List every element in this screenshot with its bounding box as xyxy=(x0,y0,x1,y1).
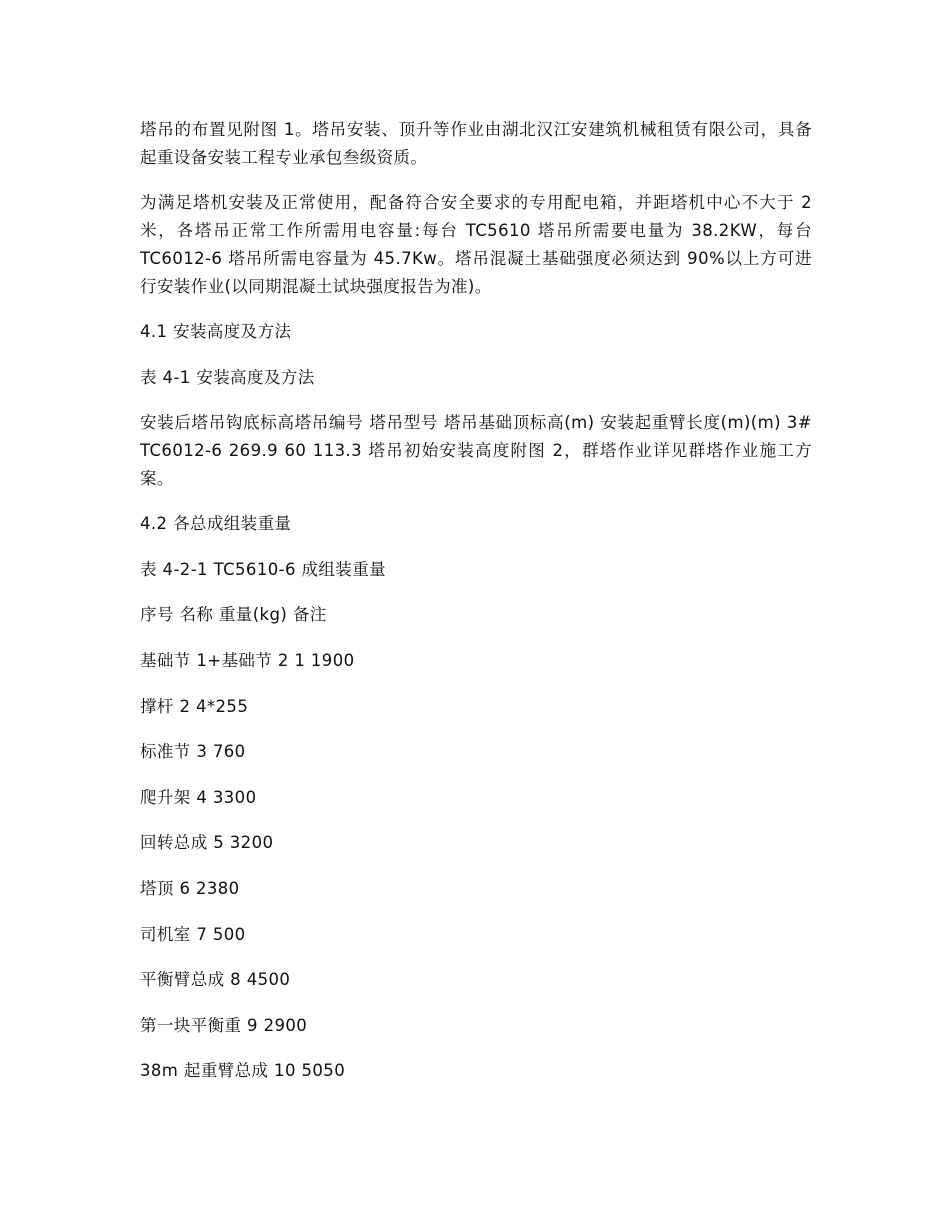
table-row: 38m 起重臂总成 10 5050 xyxy=(140,1061,346,1081)
table-row: 平衡臂总成 8 4500 xyxy=(140,970,291,990)
section-heading-4-2: 4.2 各总成组装重量 xyxy=(140,514,292,534)
paragraph-crane-layout: 塔吊的布置见附图 1。塔吊安装、顶升等作业由湖北汉江安建筑机械租赁有限公司，具备起重设备安装工程专业承包叁级资质。 xyxy=(140,120,812,167)
table-row: 爬升架 4 3300 xyxy=(140,787,257,807)
table-row: 基础节 1+基础节 2 1 1900 xyxy=(140,650,355,670)
table-row: 撑杆 2 4*255 xyxy=(140,696,249,716)
table-row: 塔顶 6 2380 xyxy=(140,878,240,898)
table-caption-4-1: 表 4-1 安装高度及方法 xyxy=(140,367,315,387)
weight-table-rows xyxy=(140,647,812,1085)
paragraph-power-requirements: 为满足塔机安装及正常使用，配备符合安全要求的专用配电箱，并距塔机中心不大于 2 米，各塔吊正常工作所需用电容量:每台 TC5610 塔吊所需要电量为 38.2KW，每台 TC6012-6 塔吊所需电容量为 45.7Kw。塔吊混凝土基础强度必须达到 90%以上方可进行安装作业(以同期混凝土试块强度报告为准)。 xyxy=(140,193,812,296)
table-row: 司机室 7 500 xyxy=(140,924,246,944)
section-heading-4-1: 4.1 安装高度及方法 xyxy=(140,322,292,341)
table-4-1-text: 安装后塔吊钩底标高塔吊编号 塔吊型号 塔吊基础顶标高(m) 安装起重臂长度(m)(m) 3# TC6012-6 269.9 60 113.3 塔吊初始安装高度附图 2，群塔作业详见群塔作业施工方案。 xyxy=(140,413,812,489)
table-header-row: 序号 名称 重量(kg) 备注 xyxy=(140,605,327,625)
table-row: 标准节 3 760 xyxy=(140,742,246,762)
table-row: 回转总成 5 3200 xyxy=(140,833,274,853)
table-caption-4-2-1: 表 4-2-1 TC5610-6 成组装重量 xyxy=(140,559,387,579)
table-row: 第一块平衡重 9 2900 xyxy=(140,1015,308,1035)
document-page xyxy=(140,116,812,1103)
